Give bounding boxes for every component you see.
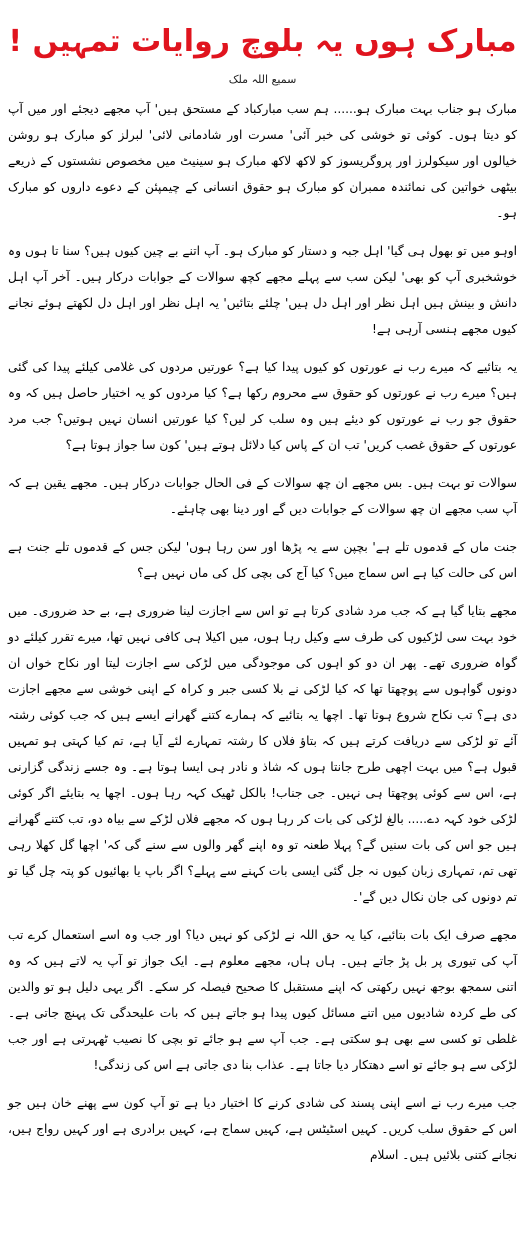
article-paragraph: مبارک ہو جناب بہت مبارک ہو...... ہم سب مبارکباد کے مستحق ہیں' آپ مجھے دیجئے اور میں آپ کو دیتا ہوں۔ کوئی تو خوشی کی خبر آئی' مسرت اور شادمانی لائی' لبرلز کو مبارک ہو روشن خیالوں اور سیکولرز اور پروگریسوز کو لاکھ لاکھ مبارک ہو سینیٹ میں مخصوص نشستوں کے ذریعے بیٹھی خواتین کی نمائندہ ممبران کو مبارک ہو حقوق انسانی کے چیمپئن کے دعوے داروں کو مبارک ہو۔: [8, 102, 517, 220]
article-title: مبارک ہوں یہ بلوچ روایات تمہیں !: [8, 24, 517, 59]
article-paragraph: سوالات تو بہت ہیں۔ بس مجھے ان چھ سوالات کے فی الحال جوابات درکار ہیں۔ مجھے یقین ہے کہ آپ سب مجھے ان چھ سوالات کے جوابات دیں گے اور دینا بھی چاہئے۔: [8, 476, 517, 516]
article-paragraph: مجھے بتایا گیا ہے کہ جب مرد شادی کرتا ہے تو اس سے اجازت لینا ضروری ہے، بے حد ضروری۔ میں خود بہت سی لڑکیوں کی طرف سے وکیل رہا ہوں، میں اکیلا ہی کافی نہیں تھا، میرے تقرر کیلئے دو گواہ ضروری تھے۔ پھر ان دو کو اہوں کی موجودگی میں لڑکی سے اجازت لیتا اور نکاح خواں ان دونوں گواہوں سے پوچھتا تھا کہ کیا لڑکی نے بلا کسی جبر و کراہ کے اپنی خوشی سے مجھے اجازت دی ہے؟ تب نکاح شروع ہوتا تھا۔ اچھا یہ بتائیے کہ ہمارے کتنے گھرانے ایسے ہیں کہ جب کوئی رشتہ آئے تو لڑکی سے دریافت کرتے ہیں کہ بتاؤ فلاں کا رشتہ تمہارے لئے آیا ہے، تم کیا کہتی ہو تمہیں قبول ہے؟ میں بہت اچھی طرح جانتا ہوں کہ شاذ و نادر ہی ایسا ہوتا ہے۔ وہ جسے زندگی گزارنی ہے، اس سے کوئی پوچھتا ہی نہیں۔ جی جناب! بالکل ٹھیک کہہ رہا ہوں۔ اچھا یہ بتایئے اگر کوئی لڑکی خود کہہ دے..... بالغ لڑکی کی بات کر رہا ہوں کہ مجھے فلاں لڑکے سے بیاہ دو، تب کتنے گھرانے ہیں جو اس کی بات سنیں گے؟ پہلا طعنہ تو وہ اپنے گھر والوں سے سنے گی کہ' اچھا گل کھلا رہی تھی تم، تمہاری زبان کیوں نہ جل گئی ایسی بات کہنے سے پہلے؟ اگر باپ یا بھائیوں کو پتہ چل گیا تو تم دونوں کی جان نکال دیں گے'۔: [8, 604, 517, 904]
article-paragraph: جنت ماں کے قدموں تلے ہے' بچپن سے یہ پڑھا اور سن رہا ہوں' لیکن جس کے قدموں تلے جنت ہے اس کی حالت کیا ہے اس سماج میں؟ کیا آج کی بچی کل کی ماں نہیں ہے؟: [8, 540, 517, 580]
article-body: [8, 96, 517, 1168]
author-name: سمیع اللہ ملک: [228, 73, 297, 86]
article-paragraph: اوہو میں تو بھول ہی گیا' اہل جبہ و دستار کو مبارک ہو۔ آپ اتنے بے چین کیوں ہیں؟ سنا تا ہوں وہ خوشخبری آپ کو بھی' لیکن سب سے پہلے مجھے کچھ سوالات کے جوابات درکار ہیں۔ آخر آپ اہل دانش و بینش ہیں اہل نظر اور اہل دل ہیں' چلئے بتائیں' یہ اہل نظر اور اہل دل لکھتے ہوئے نجانے کیوں مجھے ہنسی آرہی ہے!: [8, 244, 517, 336]
article-paragraph: مجھے صرف ایک بات بتائیے، کیا یہ حق اللہ نے لڑکی کو نہیں دیا؟ اور جب وہ اسے استعمال کرے تب آپ کی تیوری پر بل پڑ جاتے ہیں۔ ہاں ہاں، مجھے معلوم ہے۔ ایک جواز تو آپ یہ لاتے ہیں کہ وہ اتنی سمجھ بوجھ نہیں رکھتی کہ اپنے مستقبل کا صحیح فیصلہ کر سکے۔ اگر یہی دلیل ہو تو والدین کی طے کردہ شادیوں میں اتنے مسائل کیوں پیدا ہو جاتے ہیں کہ بات علیحدگی تک پہنچ جاتی ہے۔ غلطی تو کسی سے بھی ہو سکتی ہے۔ جب آپ سے ہو جائے تو بچی کا نصیب ٹھہرتی ہے اور جب لڑکی سے ہو جائے تو اسے دھتکار دیا جاتا ہے۔ عذاب بنا دی جاتی ہے اس کی زندگی!: [8, 928, 517, 1072]
article-paragraph: جب میرے رب نے اسے اپنی پسند کی شادی کرنے کا اختیار دیا ہے تو آپ کون سے پھنے خان ہیں جو اس کے حقوق سلب کریں۔ کہیں اسٹیٹس ہے، کہیں سماج ہے، کہیں برادری ہے اور کہیں رواج ہیں، نجانے کتنی بلائیں ہیں۔ اسلام: [8, 1096, 517, 1162]
article-paragraph: یہ بتائیے کہ میرے رب نے عورتوں کو کیوں پیدا کیا ہے؟ عورتیں مردوں کی غلامی کیلئے پیدا کی گئی ہیں؟ میرے رب نے عورتوں کو حقوق سے محروم رکھا ہے؟ کیا مردوں کو یہ اختیار حاصل ہیں کہ وہ حقوق جو رب نے عورتوں کو دیئے ہیں وہ سلب کر لیں؟ کیا عورتیں انسان نہیں ہوتیں؟ جب مرد عورتوں کے حقوق غصب کریں' تب ان کے پاس کیا دلائل ہوتے ہیں' کون سا جواز ہوتا ہے؟: [8, 360, 517, 452]
